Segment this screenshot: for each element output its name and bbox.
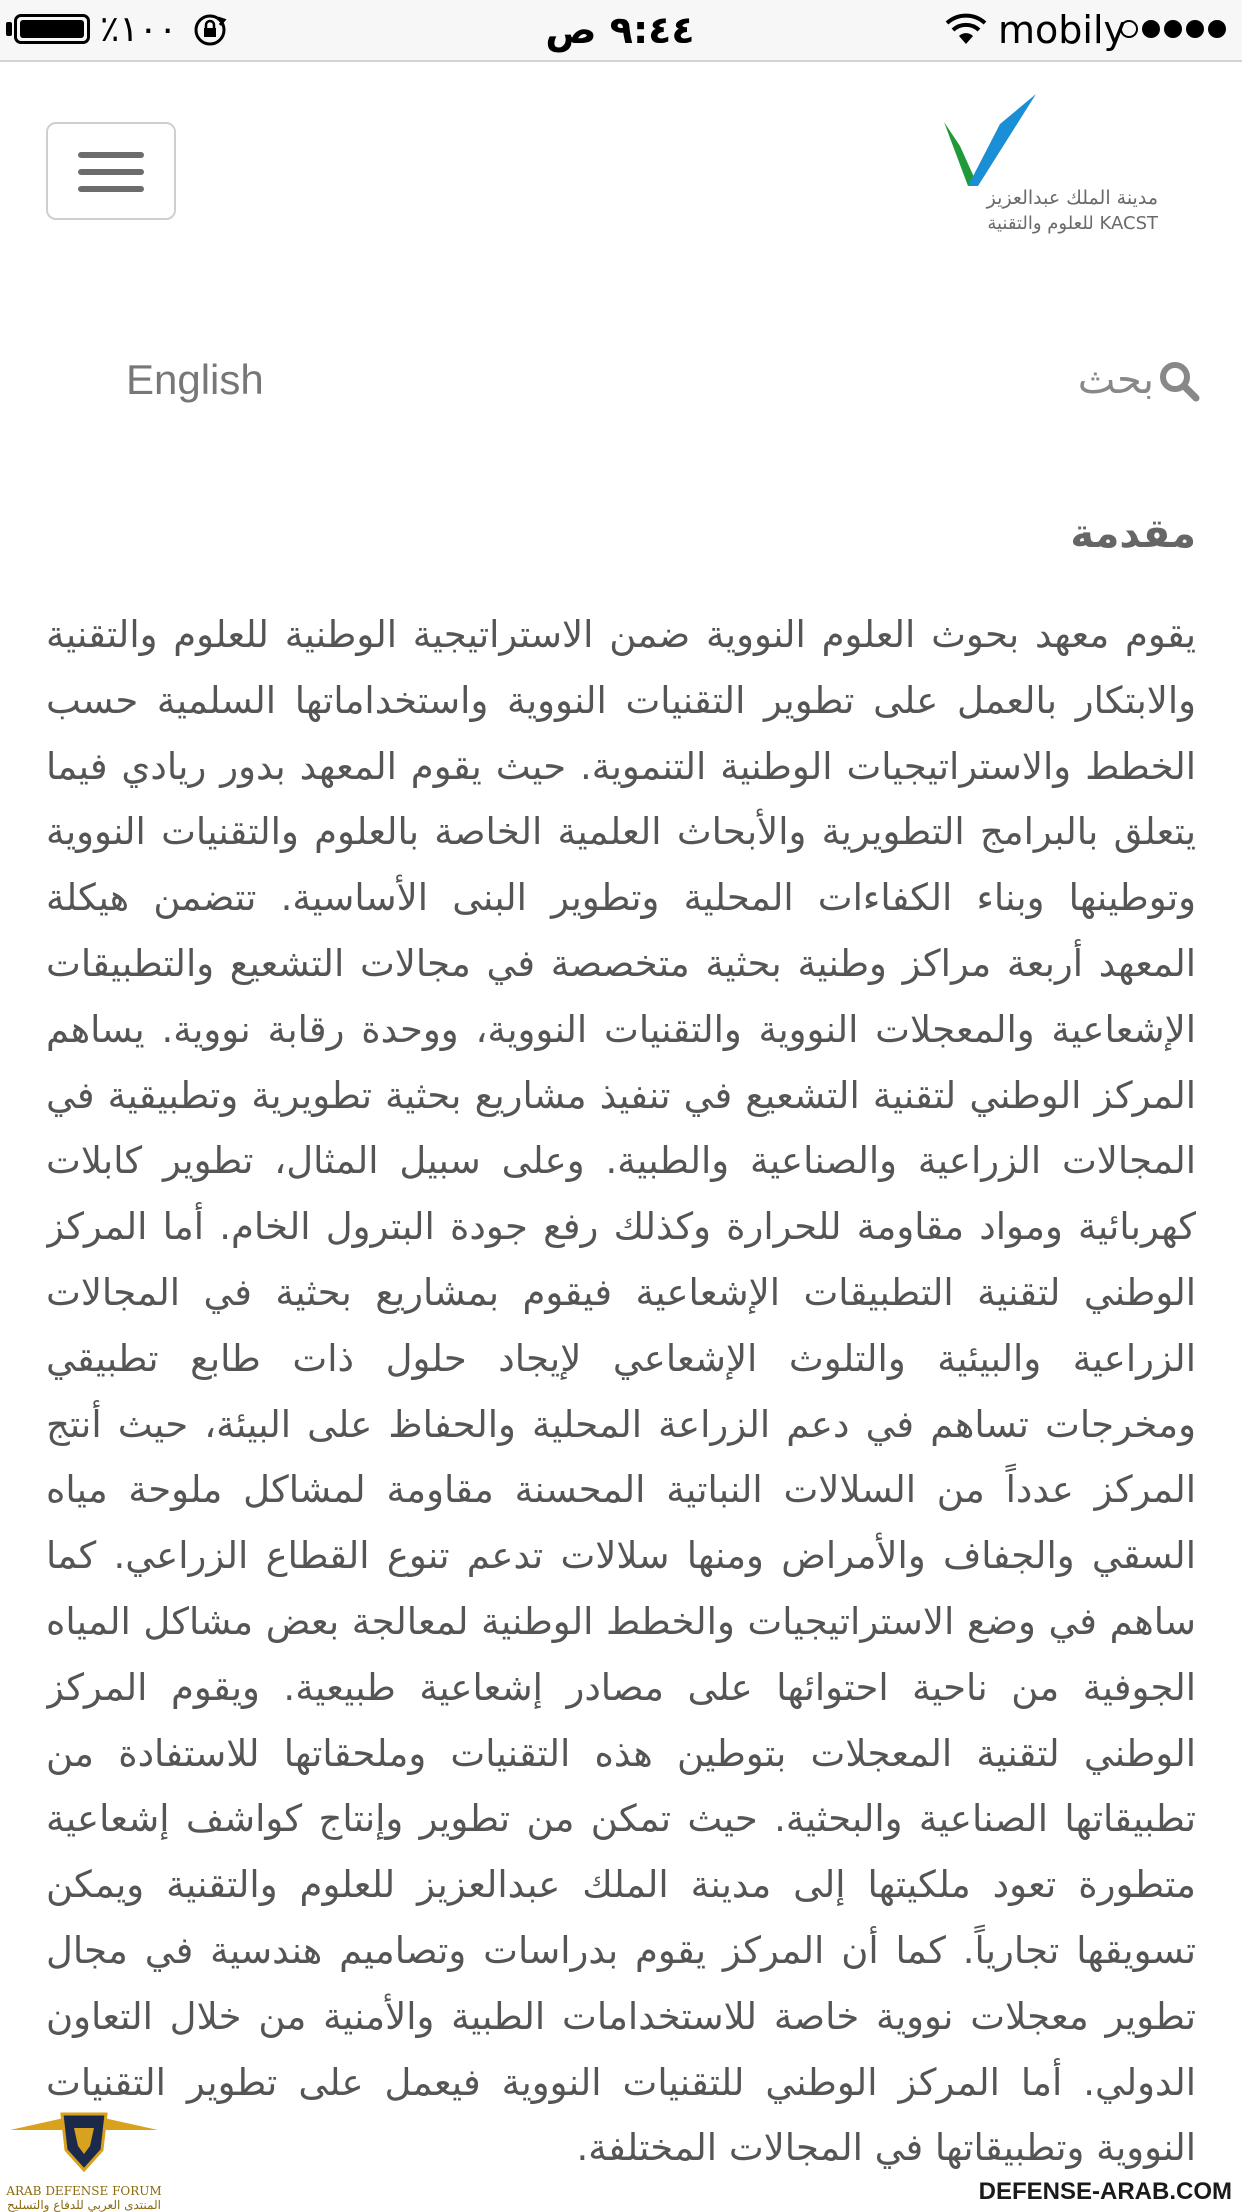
battery-fill bbox=[20, 20, 84, 38]
rotation-lock-icon bbox=[192, 12, 228, 48]
search-button[interactable] bbox=[1060, 352, 1200, 408]
kacst-logo[interactable] bbox=[938, 94, 1158, 244]
carrier-name: mobily bbox=[998, 8, 1126, 52]
eagle-shield-icon bbox=[4, 2100, 164, 2184]
arab-defense-forum-watermark bbox=[4, 2100, 164, 2212]
status-time: ٩:٤٤ ص bbox=[545, 8, 695, 52]
language-switch-link[interactable]: English bbox=[126, 356, 264, 403]
signal-dot bbox=[1208, 20, 1226, 38]
search-icon bbox=[1158, 360, 1200, 402]
search-label: بحث bbox=[1077, 357, 1154, 403]
signal-dot bbox=[1120, 20, 1138, 38]
watermark-left-title: ARAB DEFENSE FORUM bbox=[6, 2184, 162, 2198]
defense-arab-watermark: DEFENSE-ARAB.COM bbox=[973, 2176, 1238, 2208]
kacst-logo-mark bbox=[938, 94, 1158, 190]
watermark-left-subtitle: المنتدى العربي للدفاع والتسليح bbox=[7, 2198, 161, 2212]
logo-name-line2: للعلوم والتقنية KACST bbox=[987, 213, 1158, 234]
logo-name-line1: مدينة الملك عبدالعزيز bbox=[986, 187, 1158, 209]
signal-dot bbox=[1142, 20, 1160, 38]
wifi-icon bbox=[944, 12, 988, 46]
battery-percent: ٪١٠٠ bbox=[100, 9, 178, 50]
signal-strength-icon bbox=[1120, 20, 1226, 38]
page-title: مقدمة bbox=[1070, 511, 1196, 557]
signal-dot bbox=[1186, 20, 1204, 38]
battery-icon bbox=[14, 14, 90, 44]
hamburger-icon-bar bbox=[78, 152, 144, 158]
article-body: يقوم معهد بحوث العلوم النووية ضمن الاستراتيجية الوطنية للعلوم والتقنية والابتكار بالعمل على تطوير التقنيات النووية واستخداماتها السلمية حسب الخطط والاستراتيجيات الوطنية التنموية. حيث يقوم المعهد بدور ريادي فيما يتعلق بالبرامج التطويرية والأبحاث العلمية الخاصة بالعلوم والتقنيات النووية وتوطينها وبناء الكفاءات المحلية وتطوير البنى الأساسية. تتضمن هيكلة المعهد أربعة مراكز وطنية بحثية متخصصة في مجالات التشعيع والتطبيقات الإشعاعية والمعجلات النووية والتقنيات النووية، ووحدة رقابة نووية. يساهم المركز الوطني لتقنية التشعيع في تنفيذ مشاريع بحثية تطويرية وتطبيقية في المجالات الزراعية والصناعية والطبية. وعلى سبيل المثال، تطوير كابلات كهربائية ومواد مقاومة للحرارة وكذلك رفع جودة البترول الخام. أما المركز الوطني لتقنية التطبيقات الإشعاعية فيقوم بمشاريع بحثية في المجالات الزراعية والبيئية والتلوث الإشعاعي لإيجاد حلول ذات طابع تطبيقي ومخرجات تساهم في دعم الزراعة المحلية والحفاظ على البيئة، حيث أنتج المركز عدداً من السلالات النباتية المحسنة مقاومة لمشاكل ملوحة مياه السقي والجفاف والأمراض ومنها سلالات تدعم تنوع القطاع الزراعي. كما ساهم في وضع الاستراتيجيات والخطط الوطنية لمعالجة بعض مشاكل المياه الجوفية من ناحية احتوائها على مصادر إشعاعية طبيعية. ويقوم المركز الوطني لتقنية المعجلات بتوطين هذه التقنيات وملحقاتها للاستفادة من تطبيقاتها الصناعية والبحثية. حيث تمكن من تطوير وإنتاج كواشف إشعاعية متطورة تعود ملكيتها إلى مدينة الملك عبدالعزيز للعلوم والتقنية ويمكن تسويقها تجارياً. كما أن المركز يقوم بدراسات وتصاميم هندسية في مجال تطوير معجلات نووية خاصة للاستخدامات الطبية والأمنية من خلال التعاون الدولي. أما المركز الوطني للتقنيات النووية فيعمل على تطوير التقنيات النووية وتطبيقاتها في المجالات المختلفة. bbox=[46, 613, 1196, 2170]
status-bar bbox=[0, 0, 1242, 62]
hamburger-icon-bar bbox=[78, 169, 144, 175]
hamburger-icon-bar bbox=[78, 186, 144, 192]
menu-button[interactable] bbox=[46, 122, 176, 220]
battery-nub bbox=[6, 22, 12, 36]
signal-dot bbox=[1164, 20, 1182, 38]
